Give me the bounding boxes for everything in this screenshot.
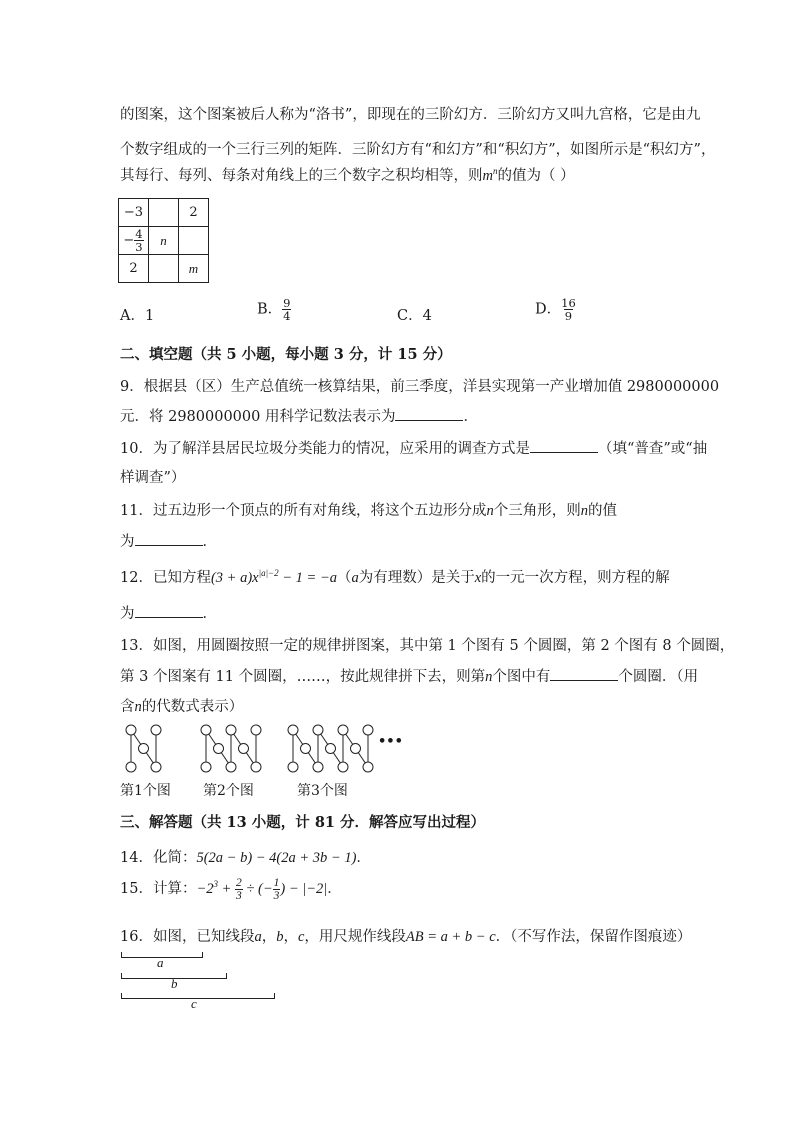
grid-cell: m xyxy=(179,255,209,283)
q15-line: 15．计算：$-2^3$ + $\frac{2}{3}$ ÷ (− $\frac{1}{3}$ ) − |−2|． xyxy=(120,877,342,903)
fraction: $\frac{2}{3}$ xyxy=(236,877,242,903)
pattern-circle xyxy=(139,744,149,754)
pattern-circle xyxy=(126,725,136,735)
fraction: $\frac{1}{3}$ xyxy=(273,877,280,903)
grid-cell: − $\frac{4}{3}$ xyxy=(119,227,149,255)
segment-c xyxy=(121,993,275,999)
pattern-circle xyxy=(226,725,236,735)
ellipsis-dots: ••• xyxy=(378,734,403,749)
segment-b-label: b xyxy=(171,976,178,991)
q9-line2: 元．将 2980000000 用科学记数法表示为 ． xyxy=(120,405,478,426)
pattern-circle xyxy=(288,725,298,735)
section-heading-fill-blank: 二、填空题（共 5 小题，每小题 3 分，计 15 分） xyxy=(120,346,452,363)
grid-cell: 2 xyxy=(179,199,209,227)
q10-line1: 10．为了解洋县居民垃圾分类能力的情况，应采用的调查方式是 （填“普查”或“抽 xyxy=(120,437,707,458)
q16-line: 16．如图，已知线段a，b，c，用尺规作线段AB = a + b − c．（不写作法，保留作图痕迹） xyxy=(120,929,692,945)
q9-line1: 9．根据县（区）生产总值统一核算结果，前三季度，洋县实现第一产业增加值 2980000000 xyxy=(120,379,720,395)
pattern-circle xyxy=(326,744,336,754)
pattern-circle xyxy=(288,762,298,772)
expression: $-2^3$ + $\frac{2}{3}$ ÷ (− $\frac{1}{3}$ ) − |−2| xyxy=(196,877,328,903)
fraction: $\frac{16}{9}$ xyxy=(561,296,576,323)
q13-line1: 13．如图，用圆圈按照一定的规律拼图案，其中第 1 个图有 5 个圆圈，第 2 个图有 8 个圆圈， xyxy=(120,638,735,654)
option-c: C．4 xyxy=(397,308,432,324)
option-d: D． $\frac{16}{9}$ xyxy=(535,296,576,323)
equation: $(3 + a)x^{|a|-2} - 1 = -a$ xyxy=(210,568,337,586)
q12-line2: 为 ． xyxy=(120,602,217,623)
figure-caption-1: 第1个图 xyxy=(120,783,171,799)
segment-c-label: c xyxy=(191,996,197,1011)
q12-line1: 12．已知方程$(3 + a)x^{|a|-2} - 1 = -a(a$为有理数）是关于x的一元一次方程，则方程的解 xyxy=(120,568,670,586)
option-b: B． $\frac{9}{4}$ xyxy=(257,296,291,323)
grid-cell: −3 xyxy=(119,199,149,227)
pattern-circle xyxy=(226,762,236,772)
grid-cell: 2 xyxy=(119,255,149,283)
pattern-circle xyxy=(214,744,224,754)
pattern-circle xyxy=(313,725,323,735)
pattern-circle xyxy=(126,762,136,772)
pattern-circle xyxy=(338,762,348,772)
pattern-circle xyxy=(301,744,311,754)
pattern-circle xyxy=(201,762,211,772)
grid-cell: n xyxy=(149,227,179,255)
pattern-circle xyxy=(251,725,261,735)
pattern-circle xyxy=(338,725,348,735)
section-heading-solve: 三、解答题（共 13 小题，计 81 分．解答应写出过程） xyxy=(120,814,486,831)
pattern-circle xyxy=(363,725,373,735)
pattern-circle xyxy=(251,762,261,772)
q10-line2: 样调查”） xyxy=(120,470,186,486)
pattern-circle xyxy=(151,725,161,735)
q8-line2: 个数字组成的一个三行三列的矩阵．三阶幻方有“和幻方”和“积幻方”，如图所示是“积幻方”， xyxy=(120,142,716,158)
pattern-circle xyxy=(201,725,211,735)
q13-line3: 含n的代数式表示） xyxy=(120,699,244,715)
q14-line: 14．化简：5(2a − b) − 4(2a + 3b − 1)． xyxy=(120,850,371,866)
fraction: $\frac{9}{4}$ xyxy=(283,296,291,323)
option-a: A．1 xyxy=(120,308,155,324)
q11-line2: 为 ． xyxy=(120,530,217,551)
pattern-circle xyxy=(239,744,249,754)
q8-line1: 的图案，这个图案被后人称为“洛书”，即现在的三阶幻方．三阶幻方又叫九宫格，它是由九 xyxy=(120,107,701,123)
q11-line1: 11．过五边形一个顶点的所有对角线，将这个五边形分成n个三角形，则n的值 xyxy=(120,503,617,519)
q8-line3: 其每行、每列、每条对角线上的三个数字之积均相等，则$m^n$的值为（ ） xyxy=(120,166,575,184)
segment-a-label: a xyxy=(157,955,164,970)
figure-caption-2: 第2个图 xyxy=(203,783,254,799)
pattern-circle xyxy=(363,762,373,772)
q13-line2: 第 3 个图案有 11 个圆圈，……，按此规律拼下去，则第n个图中有 个圆圈．（用 xyxy=(120,665,698,686)
figure-caption-3: 第3个图 xyxy=(297,783,348,799)
pattern-circle xyxy=(351,744,361,754)
pattern-circle xyxy=(151,762,161,772)
pattern-circle xyxy=(313,762,323,772)
fraction: $\frac{4}{3}$ xyxy=(135,227,143,254)
